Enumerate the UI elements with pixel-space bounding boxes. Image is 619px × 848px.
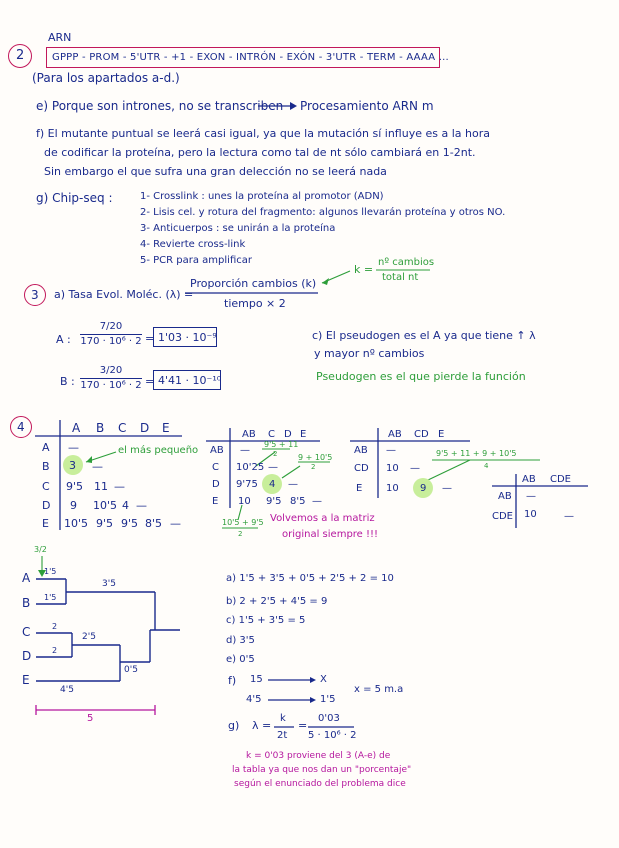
matrix2-row-e: E (212, 496, 219, 507)
matrix3-cell: — (410, 463, 420, 474)
pink-note-line2: la tabla ya que nos dan un "porcentaje" (232, 765, 412, 775)
chipseq-step-4: 4- Revierte cross-link (140, 239, 246, 250)
matrix1-row-d: D (42, 499, 51, 512)
matrix2-col-e: E (300, 429, 307, 440)
matrix1-row-e: E (42, 517, 49, 530)
tree-leaf-c: C (22, 625, 31, 639)
q2-answer-f-line3: Sin embargo el que sufra una gran delección no se leerá nada (44, 165, 387, 178)
matrix1-col-e: E (162, 421, 170, 435)
matrix2-note-right-den: 2 (311, 463, 316, 471)
matrix1-cell: — (114, 480, 125, 493)
calc-b-result: 4'41 · 10⁻¹⁰ (158, 374, 222, 387)
matrix1-col-a: A (72, 421, 81, 435)
q2-arn-label: ARN (48, 31, 72, 44)
k-note-denominator: total nt (382, 272, 419, 283)
matrix1-col-b: B (96, 421, 105, 435)
chipseq-step-2: 2- Lisis cel. y rotura del fragmento: algunos llevarán proteína y otros NO. (140, 207, 506, 218)
g-equals: = (298, 719, 308, 732)
calc-b-label: B : (60, 375, 75, 388)
q2-answer-g-label: g) Chip-seq : (36, 191, 113, 205)
branch-length-ab: 3'5 (102, 579, 116, 589)
matrix3-cell: 10 (386, 463, 399, 474)
matrix2-cell: 8'5 (290, 496, 306, 507)
matrix1-cell: 3 (69, 459, 76, 472)
calc-b-fraction (80, 366, 142, 391)
pink-note-line1: k = 0'03 proviene del 3 (A-e) de (246, 751, 391, 761)
matrix2-note-top: 9'5 + 11 (264, 440, 299, 449)
q4-answer-c: c) 1'5 + 3'5 = 5 (226, 615, 306, 626)
matrix4-cell: — (564, 511, 574, 522)
branch-length-c: 2 (52, 622, 58, 631)
matrix2-cell: 4 (269, 479, 276, 490)
matrix2-cell: — (312, 496, 322, 507)
branch-length-cde: 0'5 (124, 665, 138, 675)
f-result: x = 5 m.a (354, 684, 404, 695)
q2-number: 2 (16, 48, 25, 63)
matrix1-cell: 9'5 (96, 517, 114, 530)
calc-b-denominator: 170 · 10⁶ · 2 (80, 380, 142, 391)
branch-length-e: 4'5 (60, 685, 74, 695)
reminder-line1: Volvemos a la matriz (270, 513, 375, 524)
f-row1-right: X (320, 674, 327, 685)
matrix1-cell: 10'5 (64, 517, 89, 530)
matrix2-col-c: C (268, 429, 275, 440)
matrix1-row-c: C (42, 480, 50, 493)
calc-a-fraction (80, 322, 142, 347)
matrix1-cell: 10'5 (93, 499, 118, 512)
q2-answer-e-result: Procesamiento ARN m (300, 99, 434, 113)
q4-answer-a: a) 1'5 + 3'5 + 0'5 + 2'5 + 2 = 10 (226, 573, 394, 584)
matrix3-cell: — (386, 445, 396, 456)
k-note-lhs: k = (354, 263, 374, 276)
matrix3-col-ab: AB (388, 429, 402, 440)
matrix1-cell: — (68, 441, 79, 454)
f-row2-left: 4'5 (246, 694, 262, 705)
q4-answer-f-label: f) (228, 674, 237, 687)
calc-a-denominator: 170 · 10⁶ · 2 (80, 336, 142, 347)
matrix2-cell: 10'25 (236, 462, 265, 473)
matrix1-cell: 9'5 (121, 517, 139, 530)
q2-scope-note: (Para los apartados a-d.) (32, 71, 180, 85)
tree-leaf-b: B (22, 596, 31, 610)
q3-formula-numerator: Proporción cambios (k) (190, 277, 317, 290)
matrix3-row-cd: CD (354, 463, 369, 474)
matrix1-cell: 11 (94, 480, 108, 493)
matrix2-cell: — (288, 479, 298, 490)
matrix2-col-d: D (284, 429, 292, 440)
matrix1-smallest-note: el más pequeño (118, 445, 199, 456)
matrix1-cell: — (170, 517, 181, 530)
branch-length-b: 1'5 (44, 593, 57, 602)
tree-leaf-a: A (22, 571, 31, 585)
q3-answer-c-line2: y mayor nº cambios (314, 347, 425, 360)
matrix2-row-d: D (212, 479, 220, 490)
chipseq-step-1: 1- Crosslink : unes la proteína al promotor (ADN) (140, 191, 384, 202)
k-note-numerator: nº cambios (378, 257, 435, 268)
calc-a-result: 1'03 · 10⁻⁹ (158, 331, 217, 344)
matrix1-cell: 9 (70, 499, 77, 512)
matrix2-row-c: C (212, 462, 219, 473)
q4-answer-g-label: g) (228, 719, 240, 732)
matrix1-cell: 8'5 (145, 517, 163, 530)
matrix2-cell: 9'5 (266, 496, 282, 507)
branch-length-d: 2 (52, 646, 58, 655)
matrix2-row-ab: AB (210, 445, 224, 456)
g-denominator: 5 · 10⁶ · 2 (308, 730, 357, 741)
calc-a-label: A : (56, 333, 71, 346)
matrix4-row-ab: AB (498, 491, 512, 502)
q4-answer-b: b) 2 + 2'5 + 4'5 = 9 (226, 596, 328, 607)
matrix2-note-top-den: 2 (273, 450, 278, 458)
matrix1-cell: 4 (122, 499, 129, 512)
matrix1-col-d: D (140, 421, 150, 435)
chipseq-step-5: 5- PCR para amplificar (140, 255, 252, 266)
matrix1-cell: — (92, 460, 103, 473)
matrix1-row-b: B (42, 460, 50, 473)
branch-length-cd: 2'5 (82, 632, 96, 642)
matrix3-cell: — (442, 483, 452, 494)
calc-b-equals: = (145, 375, 155, 388)
matrix1-col-c: C (118, 421, 127, 435)
q2-answer-f-line1: f) El mutante puntual se leerá casi igual, ya que la mutación sí influye es a la hora (36, 127, 490, 140)
gene-sequence: GPPP - PROM - 5'UTR - +1 - EXON - INTRÓN - EXÓN - 3'UTR - TERM - AAAA ... (52, 52, 449, 63)
q4-number: 4 (17, 420, 25, 434)
q3-number: 3 (31, 288, 39, 302)
calc-a-numerator: 7/20 (80, 322, 142, 335)
g-lambda: λ = (252, 719, 272, 732)
tree-leaf-e: E (22, 673, 30, 687)
tree-note-top: 3/2 (34, 545, 47, 554)
matrix4-cell: 10 (524, 509, 537, 520)
tree-scale-label: 5 (87, 713, 94, 724)
q3-pseudogen-note: Pseudogen es el que pierde la función (316, 370, 526, 383)
matrix2-note-bottom-den: 2 (238, 530, 243, 538)
matrix2-cell: 10 (238, 496, 251, 507)
matrix2-col-ab: AB (242, 429, 256, 440)
g-numerator: 0'03 (318, 713, 340, 724)
q4-answer-d: d) 3'5 (226, 635, 255, 646)
matrix1-cell: 9'5 (66, 480, 84, 493)
q3-a-label: a) Tasa Evol. Moléc. (λ) = (54, 288, 194, 301)
reminder-line2: original siempre !!! (282, 529, 379, 540)
matrix4-col-ab: AB (522, 474, 536, 485)
f-row1-left: 15 (250, 674, 263, 685)
calc-b-numerator: 3/20 (80, 366, 142, 379)
g-k: k (280, 713, 286, 724)
branch-length-a: 1'5 (44, 567, 57, 576)
matrix3-row-e: E (356, 483, 363, 494)
matrix3-row-ab: AB (354, 445, 368, 456)
matrix1-cell: — (136, 499, 147, 512)
matrix4-cell: — (526, 491, 536, 502)
q2-answer-e: e) Porque son intrones, no se transcriben (36, 99, 284, 113)
matrix4-row-cde: CDE (492, 511, 514, 522)
matrix3-note-den: 4 (484, 462, 489, 470)
matrix3-col-e: E (438, 429, 445, 440)
matrix2-note-bottom: 10'5 + 9'5 (222, 518, 264, 527)
matrix2-cell: — (240, 445, 250, 456)
tree-leaf-d: D (22, 649, 32, 663)
q4-answer-e: e) 0'5 (226, 654, 255, 665)
matrix3-cell: 10 (386, 483, 399, 494)
f-row2-right: 1'5 (320, 694, 336, 705)
calc-a-equals: = (145, 332, 155, 345)
chipseq-step-3: 3- Anticuerpos : se unirán a la proteína (140, 223, 336, 234)
matrix3-cell: 9 (420, 483, 427, 494)
matrix3-note: 9'5 + 11 + 9 + 10'5 (436, 449, 517, 458)
matrix2-note-right: 9 + 10'5 (298, 453, 333, 462)
q3-formula-denominator: tiempo × 2 (224, 297, 286, 310)
pink-note-line3: según el enunciado del problema dice (234, 779, 406, 789)
q3-answer-c-line1: c) El pseudogen es el A ya que tiene ↑ λ (312, 329, 536, 342)
matrix2-cell: 9'75 (236, 479, 258, 490)
matrix3-col-cd: CD (414, 429, 429, 440)
matrix1-row-a: A (42, 441, 50, 454)
q2-answer-f-line2: de codificar la proteína, pero la lectura como tal de nt sólo cambiará en 1-2nt. (44, 146, 476, 159)
matrix4-col-cde: CDE (550, 474, 572, 485)
matrix2-cell: — (268, 462, 278, 473)
g-2t: 2t (277, 730, 288, 741)
